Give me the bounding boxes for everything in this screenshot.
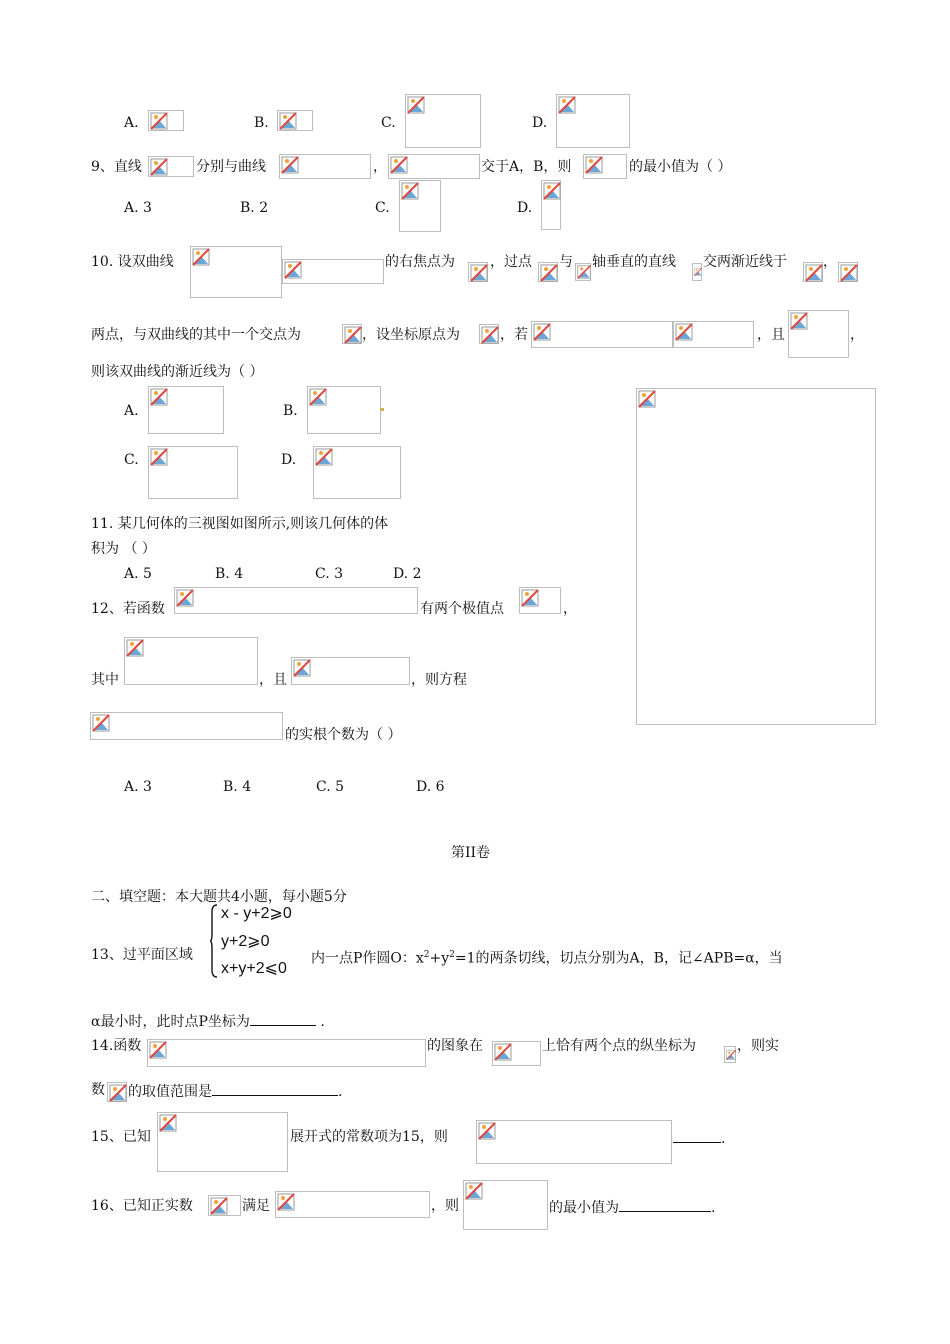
q9-mid2: 交于A，B，则 [481, 159, 572, 175]
q10-prefix: 10. 设双曲线 [91, 254, 174, 270]
broken-image-icon [468, 262, 488, 282]
q11-option-b: B. 4 [215, 566, 244, 582]
answer-blank[interactable] [619, 1197, 711, 1212]
broken-image-icon [673, 321, 754, 348]
q12-prefix: 12、若函数 [91, 601, 165, 617]
q12-mid: 有两个极值点 [420, 601, 504, 617]
q10-axis: 轴垂直的直线 [592, 254, 676, 270]
q11-option-d: D. 2 [393, 566, 422, 582]
broken-image-icon [492, 1041, 541, 1066]
broken-image-icon [174, 587, 418, 614]
q10-line3: 则该双曲线的渐近线为（ ） [91, 364, 264, 380]
q13-inequality-3: x+y+2⩽0 [221, 960, 287, 977]
q13-prefix: 13、过平面区域 [91, 947, 193, 963]
broken-image-icon [788, 310, 849, 358]
broken-image-icon [313, 446, 401, 499]
q9-option-b: B. 2 [240, 200, 269, 216]
broken-image-icon [148, 386, 224, 434]
q8-option-d: D. [532, 115, 548, 131]
q11-line2: 积为 （ ） [91, 541, 156, 557]
broken-image-icon [556, 94, 630, 148]
broken-image-icon [692, 263, 702, 281]
broken-image-icon [342, 324, 362, 344]
broken-image-icon [724, 1046, 736, 1063]
broken-image-icon [107, 1082, 127, 1102]
three-view-figure-image [636, 388, 876, 725]
broken-image-icon [307, 386, 381, 434]
broken-image-icon [208, 1195, 241, 1216]
broken-image-icon [538, 262, 558, 282]
broken-image-icon [147, 1039, 426, 1067]
q9-option-c: C. [375, 200, 390, 216]
broken-image-icon [148, 446, 238, 499]
q14-line2-a: 数 [91, 1082, 105, 1098]
broken-image-icon [148, 156, 194, 177]
broken-image-icon [405, 94, 481, 148]
q13-inequality-2: y+2⩾0 [221, 933, 270, 950]
q12-option-d: D. 6 [416, 779, 445, 795]
broken-image-icon [157, 1112, 288, 1172]
q9-comma: ， [373, 159, 387, 175]
broken-image-icon [463, 1180, 548, 1230]
q12-line2-a: 其中 [91, 672, 119, 688]
q13-text: 内一点P作圆O：$x^2+y^2=1$的两条切线，切点分别为A，B，记∠APB=α，当 [311, 950, 783, 967]
system-brace [210, 904, 218, 978]
q16-mid2: ，则 [431, 1198, 459, 1214]
q16-mid1: 满足 [242, 1198, 270, 1214]
broken-image-icon [541, 180, 561, 230]
section-title: 第II卷 [451, 845, 491, 861]
q14-mid2: 上恰有两个点的纵坐标为 [542, 1038, 696, 1054]
q15-mid: 展开式的常数项为15，则 [290, 1129, 448, 1145]
q9-mid1: 分别与曲线 [196, 159, 266, 175]
q10-line2-a: 两点，与双曲线的其中一个交点为 [91, 327, 301, 343]
broken-image-icon [575, 263, 591, 281]
q9-option-d: D. [517, 200, 533, 216]
q14-line2: 的取值范围是 . [128, 1081, 342, 1101]
q8-option-c: C. [381, 115, 396, 131]
stray-mark [380, 408, 384, 411]
q16-prefix: 16、已知正实数 [91, 1198, 193, 1214]
broken-image-icon [399, 180, 441, 232]
q10-line2-c: ，若 [500, 327, 528, 343]
broken-image-icon [519, 587, 561, 614]
q12-option-c: C. 5 [316, 779, 345, 795]
q11-line1: 11. 某几何体的三视图如图所示,则该几何体的体 [91, 516, 389, 532]
answer-blank[interactable] [673, 1128, 721, 1143]
q13-inequality-1: x - y+2⩾0 [221, 905, 292, 922]
q10-option-d: D. [281, 452, 297, 468]
q10-comma1: ， [823, 254, 837, 270]
q14-prefix: 14.函数 [91, 1038, 142, 1054]
broken-image-icon [479, 324, 499, 344]
q10-through: ，过点 [490, 254, 532, 270]
q10-line2-e: ， [850, 327, 864, 343]
q13-line2: α最小时，此时点P坐标为 . [91, 1011, 325, 1031]
q14-mid3: ，则实 [737, 1038, 779, 1054]
broken-image-icon [277, 110, 313, 131]
broken-image-icon [148, 110, 184, 131]
broken-image-icon [282, 259, 384, 284]
q12-option-b: B. 4 [223, 779, 252, 795]
q15-prefix: 15、已知 [91, 1129, 151, 1145]
broken-image-icon [803, 262, 823, 282]
q12-line2-b: ，且 [259, 672, 287, 688]
broken-image-icon [190, 246, 282, 298]
answer-blank[interactable] [250, 1011, 316, 1026]
broken-image-icon [838, 262, 858, 282]
q10-line2-d: ，且 [757, 327, 785, 343]
broken-image-icon [388, 154, 480, 179]
q8-option-b: B. [254, 115, 269, 131]
broken-image-icon [291, 657, 410, 685]
q10-option-b: B. [283, 403, 298, 419]
q12-line2-c: ，则方程 [411, 672, 467, 688]
q10-focus: 的右焦点为 [385, 254, 455, 270]
q12-line3: 的实根个数为（ ） [285, 727, 402, 743]
q11-option-a: A. 5 [124, 566, 152, 582]
q14-mid1: 的图象在 [427, 1038, 483, 1054]
broken-image-icon [279, 154, 371, 179]
q10-option-a: A. [124, 403, 139, 419]
section-heading: 二、填空题：本大题共4小题，每小题5分 [91, 889, 347, 905]
q10-asym: 交两渐近线于 [703, 254, 787, 270]
answer-blank[interactable] [212, 1081, 338, 1096]
q10-option-c: C. [124, 452, 139, 468]
broken-image-icon [531, 321, 673, 348]
broken-image-icon [124, 637, 258, 685]
q15-answer: . [673, 1128, 725, 1148]
broken-image-icon [583, 154, 627, 179]
broken-image-icon [90, 712, 283, 740]
broken-image-icon [476, 1120, 672, 1164]
q10-with: 与 [559, 254, 573, 270]
q12-comma: ， [563, 601, 577, 617]
q11-option-c: C. 3 [315, 566, 344, 582]
q16-answer: 的最小值为 . [549, 1197, 715, 1217]
q8-option-a: A. [124, 115, 139, 131]
q12-option-a: A. 3 [124, 779, 152, 795]
q9-suffix: 的最小值为（ ） [629, 159, 732, 175]
q9-prefix: 9、直线 [91, 159, 142, 175]
broken-image-icon [275, 1191, 430, 1218]
q10-line2-b: ，设坐标原点为 [362, 327, 460, 343]
q9-option-a: A. 3 [124, 200, 152, 216]
